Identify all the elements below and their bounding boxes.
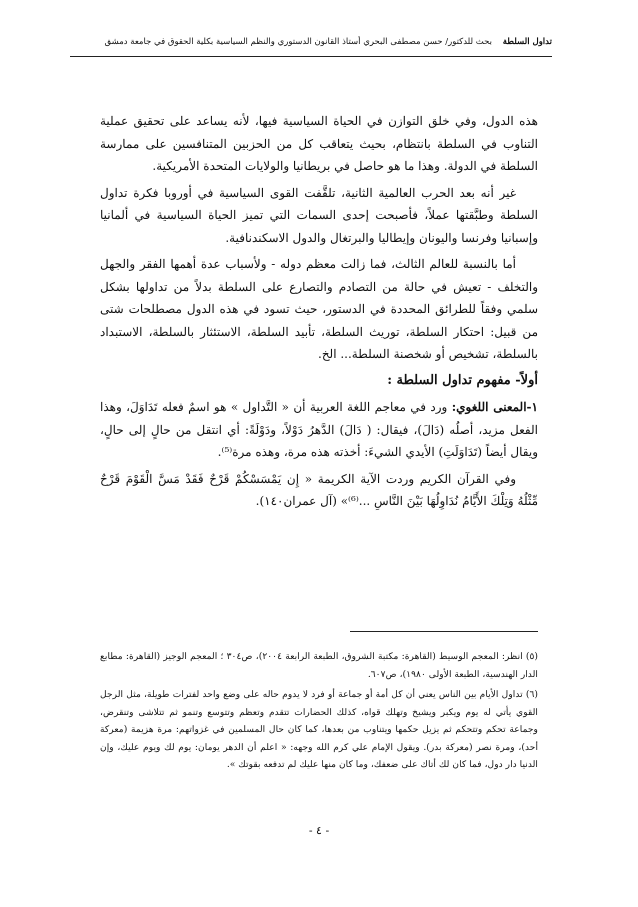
definition-text: ورد في معاجم اللغة العربية أن « التَّداول » هو اسمٌ فعله تَدَاوَلَ، وهذا الفعل مزيد، أصلُه (دَالَ)، فيقال: ( دَالَ) الدَّهرُ دَوْلاً، ودَوْلَةً: أي انتقل من حالٍ إلى حالٍ، ويقال أيضاً (تَدَاوَلَتِ) الأيدي الشيءَ: أخذته هذه مرة، وهذه مرة⁽⁵⁾.: [100, 400, 538, 459]
header-title: تداول السلطة: [502, 37, 552, 47]
paragraph-1: هذه الدول، وفي خلق التوازن في الحياة السياسية فيها، لأنه يساعد على تحقيق عملية التناوب في السلطة بانتظام، بحيث يتعاقب كل من الحزبين المتنافسين على ممارسة السلطة في الدولة. وهذا ما هو حاصل في بريطانيا والولايات المتحدة الأمريكية.: [100, 114, 538, 173]
running-header: [70, 36, 552, 48]
footnote-rule: [350, 631, 538, 632]
paragraph-2: غير أنه بعد الحرب العالمية الثانية، تلقَّفت القوى السياسية في أوروبا فكرة تداول السلطة وطبَّقتها عملاً، فأصبحت إحدى السمات التي تميز الحياة السياسية في ألمانيا وإسبانيا وفرنسا واليونان وإيطاليا والبرتغال والدول الاسكندنافية.: [100, 185, 538, 245]
definition-paragraph: [100, 396, 538, 464]
section-heading: أولاً- مفهوم تداول السلطة :: [387, 372, 538, 388]
definition-lead: ١-المعنى اللغوي:: [451, 400, 538, 414]
footnote-6: (٦) تداول الأيام بين الناس يعني أن كل أمة أو جماعة أو فرد لا يدوم حاله على وضع واحد لفترات طويلة، مثل الرجل القوي يأتي له يوم ويكبر ويشيخ وتهلك قواه، كذلك الحضارات تتقدم وتعظم وتتوسع وتنمو ثم تتلاشى وتنقرض، وجماعة تحكم وتتحكم ثم يزيل حكمها ويتناوب من بعدها، كما كان حال المسلمين في غزواتهم: مرة هزيمة (معركة أحد)، ومرة نصر (معركة بدر). ويقول الإمام علي كرم الله وجهه: « اعلم أن الدهر يومان: يوم لك ويوم عليك، وإن الدنيا دار دول، فما كان لك أتاك على ضعفك، وما كان منها عليك لم تدفعه بقوتك ».: [100, 689, 538, 770]
main-text: [100, 110, 538, 517]
footnotes: [100, 648, 538, 777]
footnote-5: (٥) انظر: المعجم الوسيط (القاهرة: مكتبة الشروق، الطبعة الرابعة ٢٠٠٤)، ص٣٠٤ ؛ المعجم الوجيز (القاهرة: مطابع الدار الهندسية، الطبعة الأولى ١٩٨٠)، ص٦٠٧.: [100, 651, 538, 680]
header-subtitle: بحث للدكتور/ حسن مصطفى البحري أستاذ القانون الدستوري والنظم السياسية بكلية الحقوق في جامعة دمشق: [104, 37, 492, 47]
paragraph-3: أما بالنسبة للعالم الثالث، فما زالت معظم دوله - ولأسباب عدة أهمها الفقر والجهل والتخلف - تعيش في حالة من التصادم والتصارع على السلطة بدلاً من تداولها بشكل سلمي وفقاً للطرائق المحددة في الدستور، حيث تسود في هذه الدول مصطلحات شتى من قبيل: احتكار السلطة، توريث السلطة، تأبيد السلطة، الاستئثار بالسلطة، الاستبداد بالسلطة، تشخيص أو شخصنة السلطة... الخ.: [100, 257, 538, 361]
header-rule: [70, 56, 552, 57]
page-number: - ٤ -: [308, 824, 330, 837]
quran-paragraph: وفي القرآن الكريم وردت الآية الكريمة « إِن يَمْسَسْكُمْ قَرْحٌ فَقَدْ مَسَّ الْقَوْمَ قَرْحٌ مِّثْلُهُ وَتِلْكَ الأَيَّامُ نُدَاوِلُهَا بَيْنَ النَّاسِ ...⁽⁶⁾» (آل عمران١٤٠).: [100, 471, 538, 508]
